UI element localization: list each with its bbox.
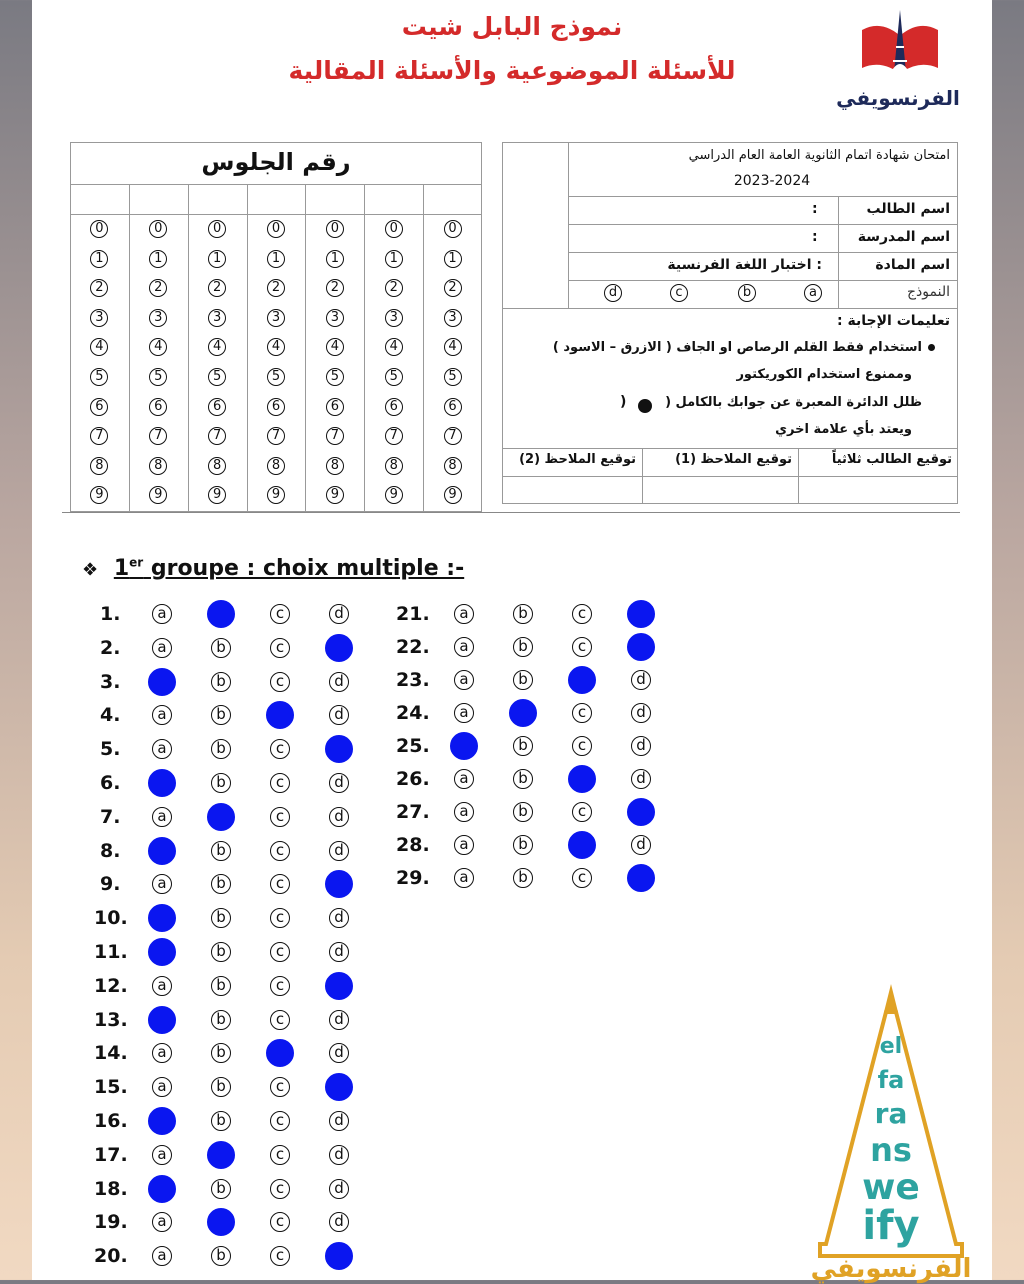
answer-bubble[interactable]: c [270,638,290,658]
seat-digit-bubble[interactable]: 1 [208,250,226,268]
answer-bubble[interactable]: b [513,802,533,822]
seat-digit-bubble[interactable]: 1 [385,250,403,268]
model-option-bubble[interactable]: a [804,284,822,302]
answer-bubble[interactable]: c [572,703,592,723]
answer-bubble[interactable]: a [152,807,172,827]
answer-bubble[interactable]: a [454,703,474,723]
instruction-corrector: وممنوع استخدام الكوريكتور [736,367,912,382]
answer-bubble[interactable]: b [211,1077,231,1097]
page-title: نموذج البابل شيت [401,12,623,41]
seat-digit-bubble[interactable]: 7 [267,427,285,445]
student-signature-label: توقيع الطالب ثلاثياً [831,452,952,467]
answer-bubble[interactable]: b [211,1010,231,1030]
answer-bubble-filled[interactable] [207,600,235,628]
answer-bubble[interactable]: d [329,1111,349,1131]
observer1-signature-field[interactable] [644,478,796,502]
seat-digit-bubble[interactable]: 3 [267,309,285,327]
seat-digit-bubble[interactable]: 3 [326,309,344,327]
question-number: 1. [100,603,121,625]
section-title: groupe : choix multiple :- [143,556,465,582]
answer-bubble-filled[interactable] [627,600,655,628]
answer-bubble[interactable]: c [270,976,290,996]
answer-bubble[interactable]: b [211,739,231,759]
answer-bubble[interactable]: a [152,1077,172,1097]
question-number: 19. [94,1211,128,1234]
question-number: 9. [100,873,121,896]
answer-bubble-filled[interactable] [148,1006,176,1034]
model-option-bubble[interactable]: b [738,284,756,302]
seat-digit-bubble[interactable]: 9 [149,486,167,504]
model-label: النموذج [907,284,950,300]
answer-bubble[interactable]: d [631,835,651,855]
seat-digit-bubble[interactable]: 3 [385,309,403,327]
seat-digit-bubble[interactable]: 9 [326,486,344,504]
answer-bubble[interactable]: a [152,638,172,658]
answer-bubble[interactable]: c [270,773,290,793]
seat-digit-bubble[interactable]: 3 [90,309,108,327]
logo-text: الفرنسويفي [836,86,960,110]
answer-bubble[interactable]: a [152,1145,172,1165]
answer-bubble-filled[interactable] [627,798,655,826]
seat-digit-bubble[interactable]: 4 [326,338,344,356]
question-number: 21. [396,603,430,625]
seat-digit-bubble[interactable]: 4 [444,338,462,356]
answer-bubble-filled[interactable] [148,769,176,797]
question-number: 11. [94,941,128,963]
question-number: 17. [94,1143,128,1166]
watermark-text: fa [877,1066,905,1094]
observer2-signature-label: توقيع الملاحظ (2) [519,452,636,467]
seat-digit-bubble[interactable]: 0 [444,220,462,238]
seat-digit-bubble[interactable]: 1 [267,250,285,268]
observer2-signature-field[interactable] [504,478,640,502]
seat-number-title: رقم الجلوس [201,148,351,176]
answer-bubble-filled[interactable] [207,1141,235,1169]
academic-year: 2023-2024 [733,173,811,189]
seat-digit-bubble[interactable]: 9 [208,486,226,504]
answer-bubble[interactable]: a [152,604,172,624]
seat-digit-bubble[interactable]: 0 [149,220,167,238]
answer-bubble[interactable]: c [270,807,290,827]
divider [62,512,960,513]
answer-bubble[interactable]: b [513,769,533,789]
answer-bubble[interactable]: d [329,841,349,861]
answer-bubble[interactable]: b [211,705,231,725]
answer-bubble[interactable]: a [152,739,172,759]
student-signature-field[interactable] [800,478,956,502]
watermark-arabic: الفرنسويفي [810,1254,972,1284]
answer-bubble[interactable]: d [329,1010,349,1030]
answer-bubble[interactable]: b [513,637,533,657]
answer-bubble-filled[interactable] [568,765,596,793]
seat-digit-bubble[interactable]: 5 [385,368,403,386]
answer-bubble-filled[interactable] [266,701,294,729]
answer-bubble-filled[interactable] [148,1107,176,1135]
answer-bubble[interactable]: b [211,841,231,861]
question-number: 25. [396,735,430,757]
answer-bubble[interactable]: d [329,672,349,692]
answer-bubble-filled[interactable] [325,735,353,763]
question-number: 22. [396,636,430,658]
seat-digit-bubble[interactable]: 4 [385,338,403,356]
model-option-bubble[interactable]: c [670,284,688,302]
seat-digit-bubble[interactable]: 8 [149,457,167,475]
filled-circle-example-icon [638,399,652,413]
seat-digit-bubble[interactable]: 6 [90,398,108,416]
answer-bubble[interactable]: c [572,637,592,657]
answer-bubble-filled[interactable] [266,1039,294,1067]
student-name-label: اسم الطالب [866,201,950,217]
question-number: 10. [94,907,128,930]
answer-bubble-filled[interactable] [627,864,655,892]
answer-bubble[interactable]: a [152,1246,172,1266]
answer-bubble[interactable]: d [329,1212,349,1232]
answer-sheet [32,0,992,1284]
watermark-text: ns [870,1131,912,1169]
answer-bubble[interactable]: b [513,835,533,855]
instructions-title: تعليمات الإجابة : [837,313,950,329]
answer-bubble-filled[interactable] [207,803,235,831]
seat-digit-bubble[interactable]: 6 [326,398,344,416]
answer-bubble-filled[interactable] [148,904,176,932]
answer-bubble[interactable]: b [211,874,231,894]
answer-bubble-filled[interactable] [148,938,176,966]
answer-bubble-filled[interactable] [509,699,537,727]
answer-bubble[interactable]: c [270,874,290,894]
answer-bubble[interactable]: a [152,705,172,725]
instruction-other-marks: ويعتد بأي علامة اخري [775,422,912,437]
answer-bubble[interactable]: d [631,670,651,690]
seat-digit-bubble[interactable]: 4 [267,338,285,356]
seat-digit-bubble[interactable]: 7 [326,427,344,445]
seat-digit-bubble[interactable]: 2 [208,279,226,297]
answer-bubble-filled[interactable] [568,666,596,694]
seat-digit-bubble[interactable]: 5 [326,368,344,386]
answer-bubble[interactable]: a [152,874,172,894]
answer-bubble[interactable]: d [631,736,651,756]
answer-bubble-filled[interactable] [325,634,353,662]
seat-digit-bubble[interactable]: 6 [385,398,403,416]
question-number: 16. [94,1110,128,1132]
answer-bubble[interactable]: a [152,976,172,996]
seat-digit-bubble[interactable]: 5 [208,368,226,386]
model-option-bubble[interactable]: d [604,284,622,302]
question-number: 13. [94,1008,128,1031]
answer-bubble[interactable]: a [152,1043,172,1063]
seat-digit-bubble[interactable]: 7 [149,427,167,445]
answer-bubble[interactable]: d [631,769,651,789]
seat-digit-bubble[interactable]: 6 [149,398,167,416]
answer-bubble[interactable]: c [270,841,290,861]
answer-bubble[interactable]: d [329,807,349,827]
answer-bubble-filled[interactable] [148,1175,176,1203]
seat-digit-bubble[interactable]: 2 [267,279,285,297]
seat-digit-bubble[interactable]: 2 [385,279,403,297]
answer-bubble[interactable]: d [329,705,349,725]
section-ordinal: er [129,556,144,570]
answer-bubble[interactable]: a [454,802,474,822]
question-number: 2. [100,636,121,659]
seat-digit-bubble[interactable]: 3 [208,309,226,327]
answer-bubble-filled[interactable] [325,972,353,1000]
seat-digit-bubble[interactable]: 5 [149,368,167,386]
section-heading [82,556,464,581]
seat-digit-bubble[interactable]: 4 [208,338,226,356]
seat-digit-bubble[interactable]: 7 [385,427,403,445]
subject-value: : اختبار اللغة الفرنسية [667,257,822,273]
seat-digit-bubble[interactable]: 4 [149,338,167,356]
seat-digit-bubble[interactable]: 0 [208,220,226,238]
answer-bubble[interactable]: a [454,868,474,888]
question-number: 20. [94,1245,128,1268]
seat-digit-bubble[interactable]: 2 [444,279,462,297]
answer-bubble[interactable]: d [329,908,349,928]
answer-bubble-filled[interactable] [568,831,596,859]
answer-bubble[interactable]: a [152,1212,172,1232]
seat-digit-bubble[interactable]: 8 [208,457,226,475]
answer-bubble[interactable]: c [270,1246,290,1266]
seat-digit-bubble[interactable]: 0 [90,220,108,238]
answer-bubble[interactable]: b [513,670,533,690]
instruction-shade: ظلل الدائرة المعبرة عن جوابك بالكامل ( [665,395,922,410]
seat-digit-bubble[interactable]: 8 [385,457,403,475]
answer-bubble[interactable]: d [329,773,349,793]
seat-digit-bubble[interactable]: 2 [149,279,167,297]
answer-bubble[interactable]: c [270,1212,290,1232]
answer-bubble[interactable]: a [454,670,474,690]
school-name-field[interactable]: : [812,229,818,245]
answer-bubble[interactable]: d [631,703,651,723]
section-number: 1 [113,556,130,582]
exam-title-text: امتحان شهادة اتمام الثانوية العامة العام الدراسي [688,148,950,163]
answer-bubble-filled[interactable] [207,1208,235,1236]
seat-digit-bubble[interactable]: 8 [267,457,285,475]
seat-digit-bubble[interactable]: 0 [385,220,403,238]
answer-bubble[interactable]: c [270,908,290,928]
question-number: 8. [100,839,121,862]
seat-digit-bubble[interactable]: 9 [267,486,285,504]
eiffel-tower-book-logo-icon [858,6,942,84]
answer-bubble-filled[interactable] [627,633,655,661]
answer-bubble[interactable]: c [270,739,290,759]
answer-bubble[interactable]: c [270,1179,290,1199]
seat-digit-bubble[interactable]: 2 [90,279,108,297]
question-number: 6. [100,772,121,794]
answer-bubble[interactable]: d [329,1145,349,1165]
answer-bubble[interactable]: c [270,1077,290,1097]
answer-bubble[interactable]: d [329,1043,349,1063]
question-number: 3. [100,670,121,693]
answer-bubble[interactable]: d [329,1179,349,1199]
answer-bubble[interactable]: b [211,1179,231,1199]
answer-bubble[interactable]: a [454,835,474,855]
seat-digit-bubble[interactable]: 5 [444,368,462,386]
page-subtitle: للأسئلة الموضوعية والأسئلة المقالية [288,56,736,85]
question-number: 29. [396,867,430,889]
seat-digit-bubble[interactable]: 1 [149,250,167,268]
question-number: 4. [100,704,121,727]
watermark-text: el [879,1034,903,1059]
answer-bubble[interactable]: c [270,942,290,962]
seat-digit-bubble[interactable]: 6 [444,398,462,416]
answer-bubble[interactable]: a [454,637,474,657]
observer1-signature-label: توقيع الملاحظ (1) [675,452,792,467]
seat-digit-bubble[interactable]: 1 [326,250,344,268]
answer-bubble[interactable]: c [270,1145,290,1165]
watermark-text: ra [874,1097,908,1130]
seat-digit-bubble[interactable]: 0 [267,220,285,238]
answer-bubble-filled[interactable] [450,732,478,760]
question-number: 18. [94,1177,128,1200]
question-number: 12. [94,974,128,997]
seat-digit-bubble[interactable]: 8 [326,457,344,475]
seat-digit-bubble[interactable]: 7 [208,427,226,445]
seat-digit-bubble[interactable]: 1 [444,250,462,268]
seat-digit-bubble[interactable]: 8 [90,457,108,475]
answer-bubble[interactable]: b [211,1111,231,1131]
answer-bubble[interactable]: c [572,736,592,756]
question-number: 26. [396,768,430,790]
answer-bubble-filled[interactable] [325,1073,353,1101]
answer-bubble[interactable]: b [211,773,231,793]
seat-digit-bubble[interactable]: 5 [90,368,108,386]
answer-bubble[interactable]: d [329,604,349,624]
answer-bubble-filled[interactable] [148,837,176,865]
seat-digit-bubble[interactable]: 8 [444,457,462,475]
seat-digit-bubble[interactable]: 3 [149,309,167,327]
answer-bubble[interactable]: c [572,802,592,822]
bullet-icon [928,344,935,351]
question-number: 24. [396,702,430,724]
instruction-pen: استخدام فقط القلم الرصاص او الجاف ( الازرق – الاسود ) [552,340,922,355]
seat-digit-bubble[interactable]: 6 [267,398,285,416]
answer-bubble[interactable]: c [270,1010,290,1030]
seat-digit-bubble[interactable]: 4 [90,338,108,356]
seat-digit-bubble[interactable]: 1 [90,250,108,268]
answer-bubble[interactable]: b [211,1246,231,1266]
section-bullet-icon: ❖ [82,559,99,581]
student-name-field[interactable]: : [812,201,818,217]
answer-bubble[interactable]: c [270,604,290,624]
answer-bubble[interactable]: d [329,942,349,962]
question-number: 27. [396,801,430,823]
answer-bubble[interactable]: b [211,942,231,962]
answer-bubble[interactable]: b [211,638,231,658]
answer-bubble-filled[interactable] [325,1242,353,1270]
answer-bubble[interactable]: c [270,672,290,692]
question-number: 7. [100,805,121,828]
seat-digit-bubble[interactable]: 9 [90,486,108,504]
watermark-text: we [862,1167,920,1208]
question-number: 28. [396,834,430,856]
answer-bubble[interactable]: c [572,868,592,888]
seat-digit-bubble[interactable]: 9 [444,486,462,504]
answer-bubble[interactable]: a [454,769,474,789]
answer-bubble[interactable]: a [454,604,474,624]
seat-digit-bubble[interactable]: 7 [444,427,462,445]
seat-digit-bubble[interactable]: 5 [267,368,285,386]
question-number: 23. [396,669,430,691]
seat-digit-bubble[interactable]: 9 [385,486,403,504]
seat-digit-bubble[interactable]: 0 [326,220,344,238]
watermark-text: ify [862,1203,920,1249]
question-number: 15. [94,1076,128,1099]
instruction-shade-end: ) [620,394,627,410]
seat-digit-bubble[interactable]: 7 [90,427,108,445]
answer-bubble[interactable]: c [270,1111,290,1131]
question-number: 5. [100,738,121,761]
answer-bubble-filled[interactable] [325,870,353,898]
answer-bubble[interactable]: b [513,604,533,624]
answer-bubble-filled[interactable] [148,668,176,696]
answer-bubble[interactable]: b [211,976,231,996]
seat-digit-bubble[interactable]: 2 [326,279,344,297]
answer-bubble[interactable]: c [572,604,592,624]
school-name-label: اسم المدرسة [857,229,950,245]
seat-digit-bubble[interactable]: 6 [208,398,226,416]
answer-bubble[interactable]: b [211,672,231,692]
answer-bubble[interactable]: b [211,1043,231,1063]
answer-bubble[interactable]: b [513,736,533,756]
answer-bubble[interactable]: b [211,908,231,928]
subject-label: اسم المادة [875,257,950,273]
seat-digit-bubble[interactable]: 3 [444,309,462,327]
answer-bubble[interactable]: b [513,868,533,888]
question-number: 14. [94,1042,128,1065]
